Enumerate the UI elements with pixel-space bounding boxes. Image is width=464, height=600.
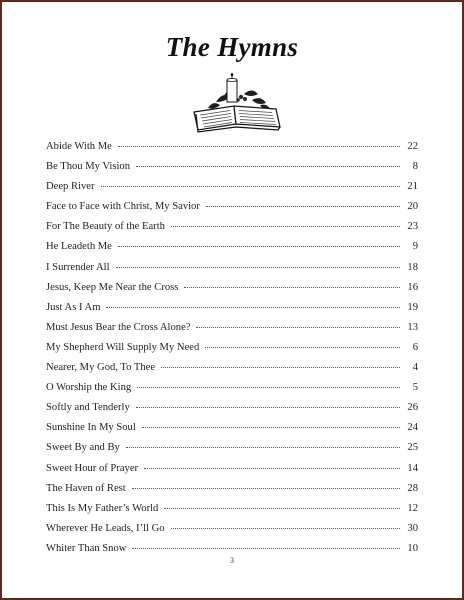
hymn-page-number: 19 [407, 301, 418, 313]
toc-entry [46, 302, 418, 322]
dot-leader [132, 548, 400, 549]
hymn-page-number: 6 [412, 341, 418, 353]
hymn-title: Sweet Hour of Prayer [46, 462, 139, 474]
hymn-title: He Leadeth Me [46, 241, 112, 253]
hymn-title: Be Thou My Vision [46, 161, 131, 173]
hymn-contents-list [46, 141, 418, 563]
toc-entry [46, 362, 418, 382]
dot-leader [106, 307, 400, 308]
hymn-page-number: 22 [407, 141, 418, 152]
toc-entry [46, 181, 418, 201]
toc-entry [46, 161, 418, 181]
dot-leader [205, 347, 400, 348]
dot-leader [126, 447, 400, 448]
hymn-title: Sweet By and By [46, 442, 120, 454]
hymn-title: My Shepherd Will Supply My Need [46, 341, 200, 353]
dot-leader [116, 267, 400, 268]
dot-leader [118, 146, 400, 147]
dot-leader [144, 468, 400, 469]
hymn-title: This Is My Father’s World [46, 502, 159, 514]
dot-leader [142, 427, 400, 428]
hymn-page-number: 26 [407, 402, 418, 414]
dot-leader [136, 407, 400, 408]
dot-leader [206, 206, 400, 207]
hymn-page-number: 18 [407, 261, 418, 273]
open-bible-with-candle-icon [186, 72, 286, 134]
toc-entry [46, 282, 418, 302]
hymn-title: Abide With Me [46, 141, 112, 152]
hymn-page-number: 5 [412, 382, 418, 394]
hymn-title: Sunshine In My Soul [46, 422, 136, 434]
dot-leader [161, 367, 400, 368]
toc-entry [46, 201, 418, 221]
dot-leader [132, 488, 400, 489]
toc-entry [46, 523, 418, 543]
hymn-title: I Surrender All [46, 261, 110, 273]
hymn-page-number: 25 [407, 442, 418, 454]
hymn-page-number: 23 [407, 221, 418, 233]
toc-entry [46, 402, 418, 422]
hymn-page-number: 16 [407, 281, 418, 293]
dot-leader [171, 226, 400, 227]
hymn-title: Jesus, Keep Me Near the Cross [46, 281, 179, 293]
toc-entry [46, 483, 418, 503]
hymn-title: Face to Face with Christ, My Savior [46, 201, 200, 213]
dot-leader [184, 287, 400, 288]
toc-entry [46, 382, 418, 402]
hymn-page-number: 9 [412, 241, 418, 253]
hymn-page-number: 20 [407, 201, 418, 213]
hymn-page-number: 4 [412, 362, 418, 374]
hymn-page-number: 12 [407, 502, 418, 514]
hymn-page-number: 24 [407, 422, 418, 434]
page-number: 3 [230, 556, 234, 565]
hymn-title: Just As I Am [46, 301, 101, 313]
hymn-page-number: 13 [407, 321, 418, 333]
toc-entry [46, 322, 418, 342]
dot-leader [101, 186, 400, 187]
hymn-page-number: 30 [407, 522, 418, 534]
toc-entry [46, 503, 418, 523]
hymn-title: O Worship the King [46, 382, 132, 394]
hymn-title: Deep River [46, 181, 95, 193]
dot-leader [118, 246, 400, 247]
toc-entry [46, 141, 418, 161]
toc-entry [46, 463, 418, 483]
hymn-page-number: 21 [407, 181, 418, 193]
toc-entry [46, 442, 418, 462]
hymn-title: Must Jesus Bear the Cross Alone? [46, 321, 191, 333]
hymn-page-number: 14 [407, 462, 418, 474]
dot-leader [196, 327, 400, 328]
hymn-title: For The Beauty of the Earth [46, 221, 165, 233]
hymn-title: Softly and Tenderly [46, 402, 130, 414]
hymn-title: The Haven of Rest [46, 482, 126, 494]
hymn-page-number: 28 [407, 482, 418, 494]
hymn-title: Wherever He Leads, I’ll Go [46, 522, 165, 534]
dot-leader [136, 166, 400, 167]
toc-entry [46, 221, 418, 241]
hymn-page-number: 10 [407, 542, 418, 554]
hymn-page-number: 8 [412, 161, 418, 173]
toc-entry [46, 342, 418, 362]
dot-leader [171, 528, 400, 529]
page-title: The Hymns [165, 32, 299, 62]
hymn-title: Nearer, My God, To Thee [46, 362, 156, 374]
dot-leader [137, 387, 400, 388]
toc-entry [46, 422, 418, 442]
dot-leader [164, 508, 400, 509]
toc-entry [46, 241, 418, 261]
hymn-title: Whiter Than Snow [46, 542, 127, 554]
toc-entry [46, 262, 418, 282]
